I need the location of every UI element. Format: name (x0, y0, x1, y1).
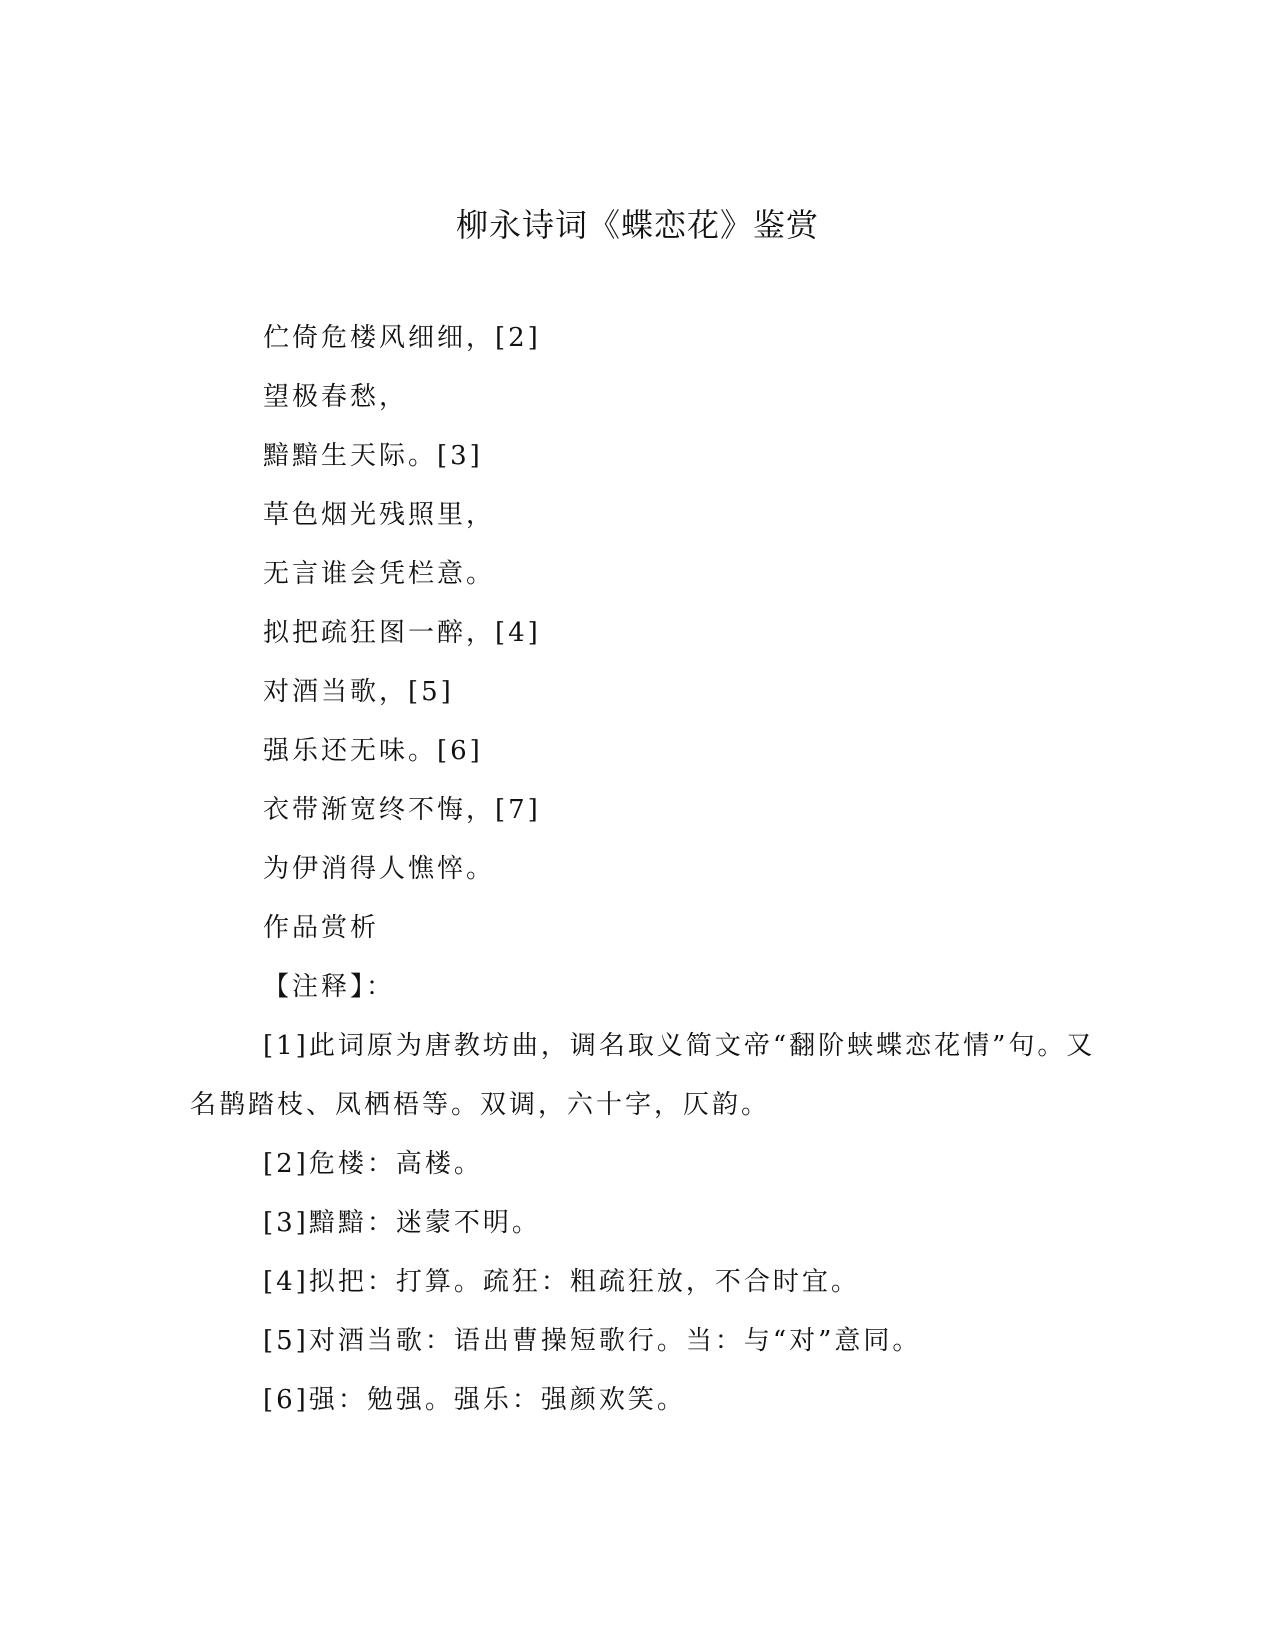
note-6: [6]强：勉强。强乐：强颜欢笑。 (263, 1385, 686, 1415)
section-heading: 作品赏析 (263, 913, 380, 943)
note-1: [1]此词原为唐教坊曲，调名取义简文帝“翻阶蛱蝶恋花情”句。又 (263, 1031, 1096, 1061)
poem-line: 望极春愁， (263, 382, 409, 412)
poem-line: 伫倚危楼风细细，[2] (263, 323, 541, 353)
poem-line: 对酒当歌，[5] (263, 677, 454, 707)
poem-line: 强乐还无味。[6] (263, 736, 483, 766)
poem-line: 无言谁会凭栏意。 (263, 559, 496, 589)
poem-line: 衣带渐宽终不悔，[7] (263, 795, 541, 825)
poem-line: 为伊消得人憔悴。 (263, 854, 496, 884)
poem-line: 草色烟光残照里， (263, 500, 496, 530)
poem-line: 黯黯生天际。[3] (263, 441, 483, 471)
note-4: [4]拟把：打算。疏狂：粗疏狂放，不合时宜。 (263, 1267, 860, 1297)
notes-heading: 【注释】： (263, 972, 396, 1002)
note-3: [3]黯黯：迷蒙不明。 (263, 1208, 541, 1238)
note-5: [5]对酒当歌：语出曹操短歌行。当：与“对”意同。 (263, 1326, 922, 1356)
poem-line: 拟把疏狂图一醉，[4] (263, 618, 541, 648)
note-1-continued: 名鹊踏枝、凤栖梧等。双调，六十字，仄韵。 (190, 1090, 771, 1120)
note-2: [2]危楼：高楼。 (263, 1149, 483, 1179)
page-title: 柳永诗词《蝶恋花》鉴赏 (455, 206, 819, 244)
